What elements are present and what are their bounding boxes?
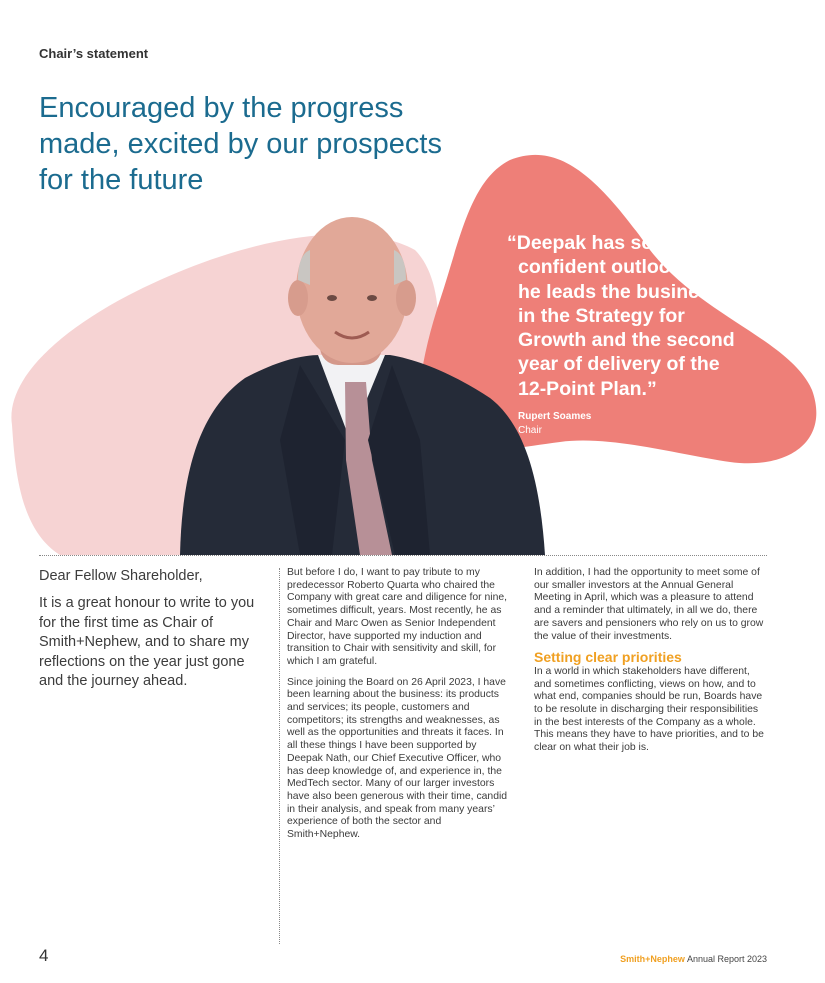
quote-line: he leads the business	[518, 280, 721, 303]
column-1	[39, 566, 259, 692]
salutation: Dear Fellow Shareholder,	[39, 568, 203, 584]
footer-credit	[620, 954, 767, 964]
pull-quote	[507, 231, 767, 401]
body-paragraph: In addition, I had the opportunity to meet some of our smaller investors at the Annual General Meeting in April, which was a pleasure to attend and a reminder that ultimately, in all we do, there are savers and pensioners who rely on us to grow the value of their investments.	[534, 567, 764, 642]
report-title: Annual Report 2023	[686, 954, 767, 964]
page-title: Encouraged by the progress made, excited by our prospects for the future	[39, 92, 442, 196]
brand-name: Smith+Nephew	[620, 954, 685, 964]
column-3	[534, 567, 767, 763]
column-divider	[279, 568, 280, 944]
quote-line: 12-Point Plan.”	[518, 377, 657, 400]
quote-line: “Deepak has set out a	[507, 232, 711, 254]
ear-right	[396, 280, 416, 316]
quote-line: confident outlook as	[518, 256, 709, 279]
body-paragraph: Since joining the Board on 26 April 2023, I have been learning about the business: its products and services; its people, customers and competitors; its strengths and weaknesses, as well as the opportunities and threats it faces. In all these things I have been supported by Deepak Nath, our Chief Executive Officer, who has deep knowledge of, and experience in, the MedTech sector. Many of our larger investors have also been generous with their time, candid in their analysis, and speak from many years’ experience of both the sector and Smith+Nephew.	[287, 676, 508, 841]
intro-paragraph: It is a great honour to write to you for the first time as Chair of Smith+Nephew, and to share my reflections on the year just gone and the journey ahead.	[39, 595, 255, 689]
quote-line: Growth and the second	[518, 329, 735, 352]
section-label: Chair’s statement	[39, 46, 149, 61]
body-paragraph: But before I do, I want to pay tribute to my predecessor Roberto Quarta who chaired the Company with great care and diligence for nine, sometimes difficult, years. Most recently, he as Chair and Marc Owen as Senior Independent Director, have supported my induction and transition to Chair with sensitivity and skill, for which I am grateful.	[287, 567, 508, 667]
page-number: 4	[39, 946, 49, 965]
head	[296, 217, 408, 363]
quote-line: year of delivery of the	[518, 353, 720, 376]
quote-author: Rupert Soames	[518, 411, 592, 422]
quote-line: in the Strategy for	[518, 304, 685, 327]
horizontal-divider	[39, 555, 767, 556]
column-2	[287, 567, 512, 850]
subheading: Setting clear priorities	[534, 649, 682, 666]
quote-role: Chair	[518, 425, 542, 436]
body-paragraph: In a world in which stakeholders have different, and sometimes conflicting, views on how, and to what end, companies should be run, Boards have to be resolute in discharging their responsibilities in the best interests of the Company as a whole. This means they have to have priorities, and to be clear on what their job is.	[534, 665, 764, 754]
ear-left	[288, 280, 308, 316]
